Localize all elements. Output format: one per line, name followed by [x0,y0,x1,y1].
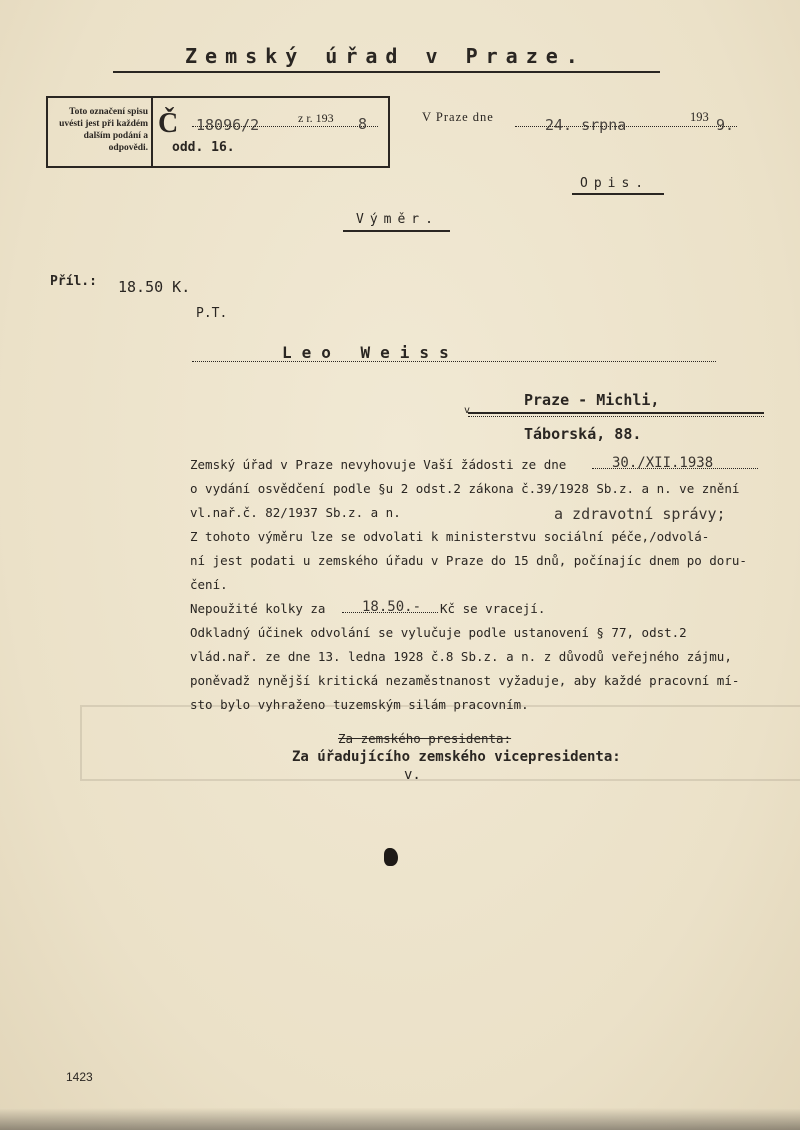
signature-line: Za úřadujícího zemského vicepresidenta: [292,749,621,765]
address-dotted-rule [468,416,764,417]
date-place-label: V Praze dne [422,110,494,124]
struck-signature-line: Za zemského presidenta: [338,731,512,746]
department: odd. 16. [172,140,235,155]
torn-bottom-edge [0,1108,800,1130]
copy-rule [572,193,664,195]
office-title: Zemský úřad v Praze. [185,44,586,68]
recipient-name: Leo Weiss [282,343,459,362]
address-line-1: Praze - Michli, [524,391,660,409]
body-line-5: ní jest podati u zemského úřadu v Praze do 15 dnů, počínajíc dnem po doru- [190,553,747,568]
enclosure-label: Příl.: [50,274,97,289]
body-line-7-suffix: Kč se vracejí. [440,601,546,616]
recipient-dotted-line [192,361,716,362]
address-v: v [464,405,471,416]
date-day-month: 24. srpna [545,116,627,134]
body-line-4: Z tohoto výměru lze se odvolati k ministerstvu sociální péče,/odvolá- [190,529,710,544]
body-line-3-insert: a zdravotní správy; [554,505,726,523]
address-line-2: Táborská, 88. [524,425,642,443]
stamp-amount-dots [342,612,438,613]
request-date-dots [592,468,758,469]
body-line-2: o vydání osvědčení podle §u 2 odst.2 zákona č.39/1928 Sb.z. a n. ve znění [190,481,740,496]
reference-c-mark: Č [158,108,179,139]
reference-note: Toto označení spisu uvésti jest při každém dalším podání a odpovědi. [59,107,148,153]
body-line-9: vlád.nař. ze dne 13. ledna 1928 č.8 Sb.z. a n. z důvodů veřejného zájmu, [190,649,732,664]
enclosure-value: 18.50 K. [118,278,191,296]
signature-mark: v. [404,767,421,783]
copy-label: Opis. [580,176,650,191]
body-line-10: poněvadž nynější kritická nezaměstnanost vyžaduje, aby každé pracovní mí- [190,673,740,688]
file-dotted-line [192,126,378,127]
body-line-11: sto bylo vyhraženo tuzemským silám pracovním. [190,697,529,712]
date-dotted-line [515,126,737,127]
file-year-label: z r. 193 [298,111,334,125]
date-year-digit: 9. [716,116,735,134]
request-date: 30./XII.1938 [612,455,714,471]
header-rule [113,71,660,73]
body-line-7-prefix: Nepoužité kolky za [190,601,326,616]
date-year-prefix: 193 [690,110,709,124]
form-number: 1423 [66,1070,93,1084]
body-line-6: čení. [190,577,228,592]
salutation: P.T. [196,306,228,321]
decision-rule [343,230,450,232]
file-year-digit: 8 [358,115,368,133]
body-line-3: vl.nař.č. 82/1937 Sb.z. a n. [190,505,401,520]
reference-divider [151,96,153,166]
body-line-1: Zemský úřad v Praze nevyhovuje Vaší žádosti ze dne [190,457,567,472]
address-rule [468,412,764,414]
file-number: 18096/2 [196,116,260,134]
decision-title: Výměr. [356,212,439,227]
stamp-amount: 18.50.- [362,599,422,615]
ink-blot [384,848,398,866]
body-line-8: Odkladný účinek odvolání se vylučuje podle ustanovení § 77, odst.2 [190,625,687,640]
